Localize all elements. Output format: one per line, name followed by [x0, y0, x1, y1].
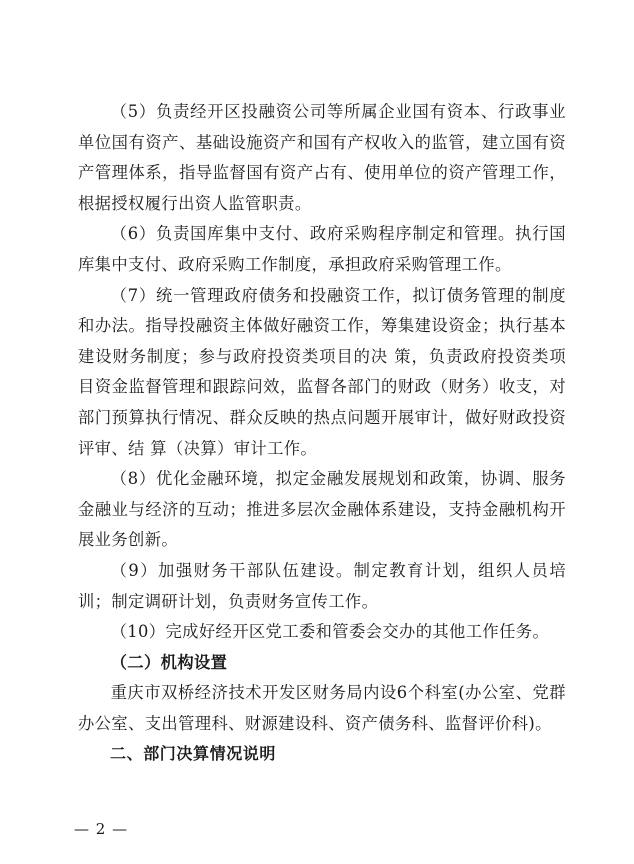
- duty-item-8: （8）优化金融环境，拟定金融发展规划和政策，协调、服务金融业与经济的互动；推进多层次金融体系建设，支持金融机构开展业务创新。: [78, 469, 566, 550]
- org-structure-paragraph: 重庆市双桥经济技术开发区财务局内设6个科室(办公室、党群办公室、支出管理科、财源建设科、资产债务科、监督评价科)。: [78, 683, 566, 733]
- document-body: [78, 97, 566, 770]
- duty-item-9: （9）加强财务干部队伍建设。制定教育计划，组织人员培训；制定调研计划，负责财务宣传工作。: [78, 560, 566, 611]
- page-number: — 2 —: [74, 820, 129, 838]
- duty-item-5: （5）负责经开区投融资公司等所属企业国有资本、行政事业单位国有资产、基础设施资产和国有产权收入的监管，建立国有资产管理体系，指导监督国有资产占有、使用单位的资产管理工作，根据授权履行出资人监管职责。: [78, 102, 566, 213]
- duty-item-7: （7）统一管理政府债务和投融资工作，拟订债务管理的制度和办法。指导投融资主体做好融资工作，筹集建设资金；执行基本建设财务制度；参与政府投资类项目的决 策，负责政府投资类项目资金监督管理和跟踪问效，监督各部门的财政（财务）收支，对部门预算执行情况、群众反映的热点问题开展审计，做好财政投资评审、结 算（决算）审计工作。: [78, 285, 566, 458]
- duty-item-10: （10）完成好经开区党工委和管委会交办的其他工作任务。: [110, 622, 550, 642]
- duty-item-6: （6）负责国库集中支付、政府采购程序制定和管理。执行国库集中支付、政府采购工作制度，承担政府采购管理工作。: [78, 224, 566, 274]
- org-structure-subheading: （二）机构设置: [110, 652, 228, 672]
- section-heading: 二、部门决算情况说明: [110, 744, 277, 764]
